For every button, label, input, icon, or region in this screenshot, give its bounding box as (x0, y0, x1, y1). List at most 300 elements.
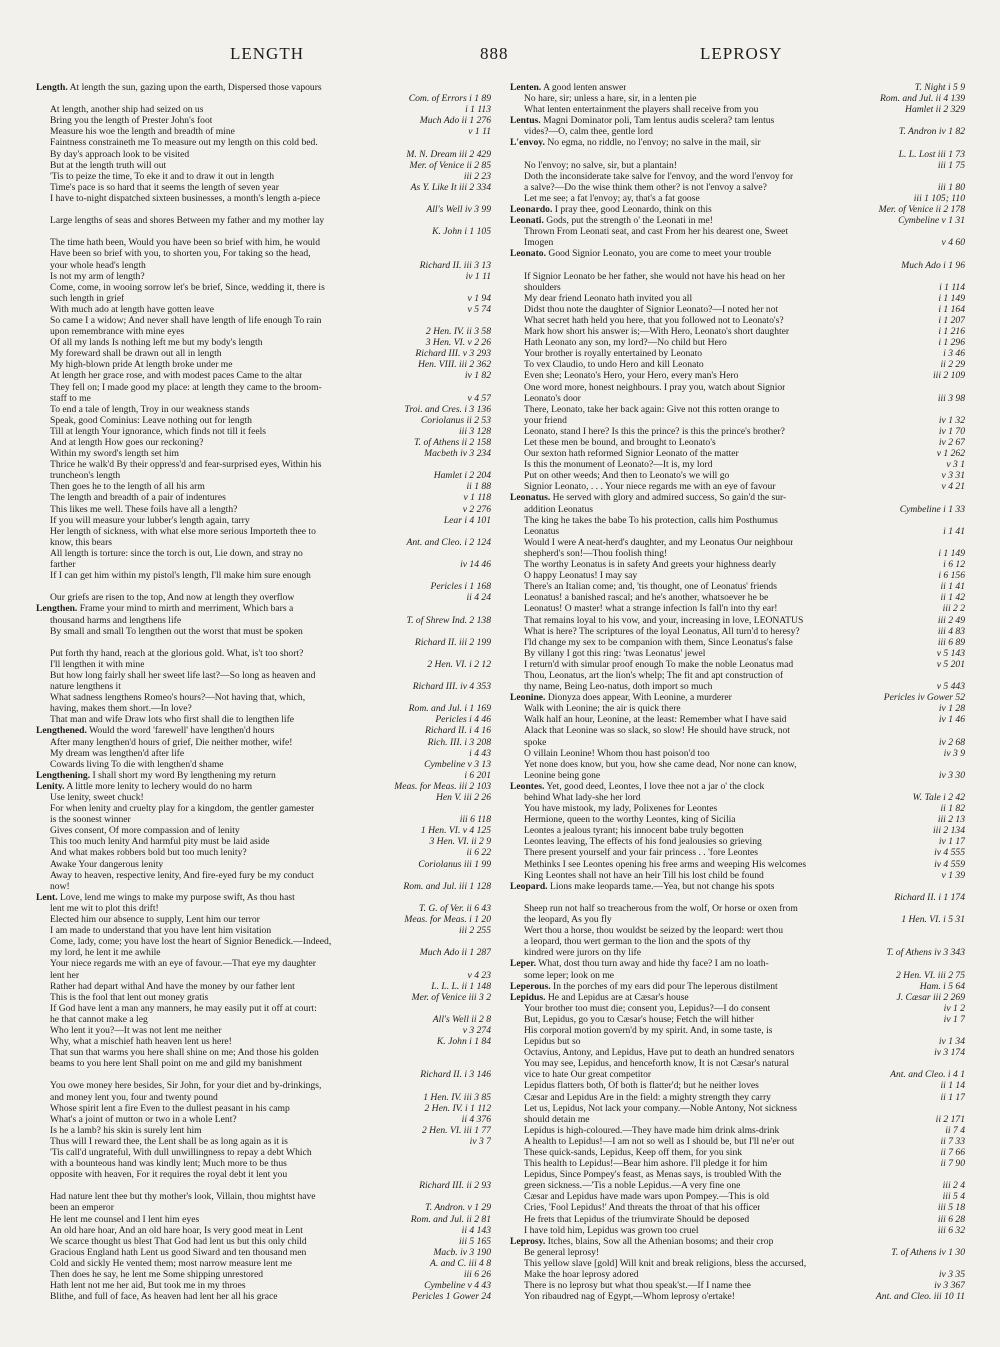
citation-line (36, 570, 491, 581)
citation-text (36, 570, 311, 581)
play-reference: i 1 149 (938, 547, 965, 559)
citation-text (510, 781, 764, 792)
citation-line (510, 759, 965, 770)
quotation: beams to you here lent Shall point on me and gild my banishment (50, 1058, 303, 1070)
citation-text (36, 1136, 288, 1147)
citation-text (36, 1047, 319, 1058)
play-reference: ii 6 22 (466, 847, 491, 859)
play-reference (485, 137, 491, 148)
citation-text (36, 193, 320, 204)
citation-text (36, 1158, 287, 1169)
citation-text (510, 748, 710, 759)
citation-text (510, 792, 641, 803)
citation-line (36, 936, 491, 947)
quotation: To end a tale of length, Troy in our weakness stands (50, 403, 250, 415)
citation-line (510, 448, 965, 459)
play-reference: T. G. of Ver. ii 6 43 (418, 902, 491, 914)
citation-line (36, 1291, 491, 1302)
citation-line (36, 603, 491, 614)
play-reference: iv 3 174 (934, 1047, 965, 1059)
citation-text (36, 1036, 232, 1047)
citation-text (510, 737, 546, 748)
citation-text (36, 204, 50, 215)
quotation: I'ld change my sex to be companion with them, Since Leonatus's false (524, 636, 793, 648)
play-reference (959, 537, 965, 548)
play-reference: Richard III. iv 4 353 (412, 681, 491, 693)
citation-text (510, 526, 559, 537)
quotation: No hare, sir; unless a hare, sir, in a lenten pie (524, 93, 697, 105)
play-reference: iii 2 134 (933, 825, 965, 837)
citation-line (36, 204, 491, 215)
quotation: lent me wit to plot this drift! (50, 902, 159, 914)
play-reference: iii 1 80 (937, 181, 965, 193)
play-reference (485, 870, 491, 881)
citation-text (36, 1202, 114, 1213)
play-reference: v 1 118 (463, 492, 491, 504)
quotation: Then goes he to the length of all his arm (50, 481, 205, 493)
citation-text (36, 792, 144, 803)
citation-text (36, 126, 235, 137)
citation-line (510, 836, 965, 847)
citation-line (510, 670, 965, 681)
play-reference: Macbeth iv 3 234 (424, 448, 491, 460)
quotation: The time hath been, Would you have been so brief with him, he would (50, 237, 321, 249)
play-reference: Hamlet i 2 204 (433, 470, 491, 482)
citation-line (36, 992, 491, 1003)
play-reference: T. of Athens iv 3 343 (886, 947, 965, 959)
headword: Leprosy. (510, 1235, 546, 1247)
quotation: For when lenity and cruelty play for a kingdom, the gentler gamester (50, 803, 315, 815)
citation-line (36, 881, 491, 892)
citation-line (36, 637, 491, 648)
citation-text (36, 260, 146, 271)
citation-text (510, 581, 777, 592)
quotation: Bring you the length of Prester John's foot (50, 115, 213, 127)
play-reference (959, 115, 965, 126)
play-reference: i 1 207 (938, 314, 965, 326)
quotation: is the soonest winner (50, 814, 131, 826)
citation-text (510, 681, 712, 692)
citation-text (510, 958, 769, 969)
quotation: Gives consent, Of more compassion and of lenity (50, 825, 240, 837)
citation-line (36, 248, 491, 259)
play-reference (959, 759, 965, 770)
citation-line (510, 559, 965, 570)
play-reference: 2 Hen. VI. i 2 12 (427, 658, 491, 670)
citation-text (510, 659, 793, 670)
citation-line (36, 1136, 491, 1147)
citation-line (510, 970, 965, 981)
citation-line (36, 737, 491, 748)
citation-text (510, 415, 567, 426)
citation-text (510, 492, 786, 503)
citation-text (510, 459, 712, 470)
citation-text (510, 393, 581, 404)
play-reference: iii 6 118 (459, 814, 491, 826)
play-reference: Meas. for Meas. iii 2 103 (394, 780, 491, 792)
play-reference: L. L. L. ii 1 148 (431, 980, 491, 992)
play-reference: T. of Athens ii 2 158 (414, 437, 491, 448)
citation-line (36, 260, 491, 271)
quotation: Measure his woe the length and breadth of mine (50, 126, 235, 138)
play-reference: Richard III. ii 2 93 (419, 1180, 491, 1192)
quotation: Leonatus! a banished rascal; and he's another, whatsoever he be (524, 592, 769, 604)
citation-line (510, 315, 965, 326)
quotation: Hath Leonato any son, my lord?—No child but Hero (524, 337, 727, 349)
citation-text (36, 1103, 290, 1114)
citation-text (36, 803, 314, 814)
play-reference: i 1 164 (938, 303, 965, 315)
citation-line (510, 548, 965, 559)
play-reference: Pericles 1 Gower 24 (411, 1291, 491, 1303)
citation-line (510, 781, 965, 792)
quotation: To vex Claudio, to undo Hero and kill Leonato (524, 359, 704, 371)
citation-text (510, 892, 524, 903)
play-reference: T. Andron iv 1 82 (898, 126, 965, 138)
citation-text (36, 637, 50, 648)
citation-text (36, 847, 247, 858)
citation-text (36, 936, 331, 947)
citation-line (36, 903, 491, 914)
play-reference (485, 1080, 491, 1091)
citation-line (510, 1080, 965, 1091)
quotation: your whole head's length (50, 259, 146, 271)
citation-line (36, 1269, 491, 1280)
citation-line (36, 1036, 491, 1047)
play-reference (485, 936, 491, 947)
play-reference: v 4 57 (467, 392, 491, 404)
quotation: But how long fairly shall her sweet life last?—So long as heaven and (50, 669, 316, 681)
play-reference: iv 4 555 (934, 847, 965, 859)
play-reference (959, 382, 965, 393)
quotation: With much ado at length have gotten leave (50, 303, 214, 315)
play-reference (485, 1003, 491, 1014)
citation-text (510, 1202, 760, 1213)
quotation: All length is torture: since the torch is out, Lie down, and stray no (50, 547, 303, 559)
quotation: King Leontes shall not have an heir Till his lost child be found (524, 869, 764, 881)
play-reference (485, 603, 491, 614)
play-reference: v 4 23 (467, 969, 491, 981)
citation-line (510, 1258, 965, 1269)
play-reference: iv 1 70 (938, 425, 965, 437)
citation-line (510, 648, 965, 659)
quotation: Till at length Your ignorance, which finds not till it feels (50, 425, 267, 437)
citation-line (510, 903, 965, 914)
citation-text (36, 1180, 50, 1191)
play-reference (485, 282, 491, 293)
play-reference: iii 2 23 (463, 170, 491, 182)
play-reference: K. John i 1 84 (436, 1036, 491, 1048)
citation-line (510, 1103, 965, 1114)
play-reference (959, 1236, 965, 1247)
play-reference: i 1 114 (939, 281, 965, 293)
citation-line (510, 1291, 965, 1302)
play-reference: iv 3 7 (469, 1135, 491, 1147)
play-reference: iii 6 26 (463, 1269, 491, 1281)
citation-text (36, 1291, 278, 1302)
play-reference: iii 6 32 (937, 1224, 965, 1236)
citation-line (510, 770, 965, 781)
citation-text (36, 459, 322, 470)
citation-line (36, 315, 491, 326)
play-reference: 3 Hen. VI. v 2 26 (425, 337, 491, 349)
citation-line (36, 548, 491, 559)
citation-line (510, 714, 965, 725)
citation-line (510, 470, 965, 481)
quotation: shepherd's son!—Thou foolish thing! (524, 547, 668, 559)
quotation: Leonato, stand I here? Is this the prince? is this the prince's brother? (524, 425, 785, 437)
headword: Lengthening. (36, 769, 91, 781)
quotation: your friend (524, 414, 567, 426)
citation-text (36, 603, 293, 614)
citation-line (36, 847, 491, 858)
citation-line (36, 448, 491, 459)
quotation: Cold and sickly He vented them; most narrow measure lent me (50, 1257, 292, 1269)
play-reference (959, 137, 965, 148)
citation-text (36, 526, 316, 537)
quotation: He lent me counsel and I lent him eyes (50, 1213, 200, 1225)
citation-text (36, 958, 316, 969)
citation-text (36, 825, 240, 836)
quotation: O happy Leonatus! I may say (524, 570, 638, 582)
quotation: This health to Lepidus!—Bear him ashore. I'll pledge it for him (524, 1158, 768, 1170)
quotation: So came I a widow; And never shall have length of life enough To rain (50, 314, 322, 326)
citation-line (36, 659, 491, 670)
quotation: Make the hoar leprosy adored (524, 1269, 639, 1281)
quotation: 'Tis call'd ungrateful, With dull unwillingness to repay a debt Which (50, 1147, 312, 1158)
quotation: This is the fool that lent out money gratis (50, 991, 209, 1003)
quotation: By villany I got this ring: 'twas Leonatus' jewel (524, 647, 706, 659)
play-reference: 1 Hen. VI. v 4 125 (420, 825, 491, 837)
citation-line (510, 1003, 965, 1014)
citation-line (510, 115, 965, 126)
citation-text (510, 515, 778, 526)
play-reference: Coriolanus ii 2 53 (420, 414, 491, 426)
citation-line (36, 692, 491, 703)
play-reference (959, 903, 965, 914)
citation-line (36, 1125, 491, 1136)
quotation: His corporal motion govern'd by my spirit. And, in some taste, is (524, 1024, 773, 1036)
play-reference (959, 492, 965, 503)
quotation: Good Signior Leonato, you are come to meet your trouble (548, 248, 772, 260)
citation-text (36, 781, 252, 792)
play-reference: ii 1 88 (466, 481, 491, 493)
quotation: But, Lepidus, go you to Cæsar's house; Fetch the will hither (524, 1013, 754, 1025)
citation-text (36, 859, 163, 870)
quotation: Is he a lamb? his skin is surely lent him (50, 1124, 202, 1136)
citation-line (36, 770, 491, 781)
play-reference (485, 215, 491, 226)
quotation: Within my sword's length set him (50, 448, 179, 460)
citation-line (510, 1092, 965, 1103)
quotation: No l'envoy; no salve, sir, but a plantain! (524, 159, 677, 171)
citation-line (510, 1191, 965, 1202)
quotation: vides?—O, calm thee, gentle lord (524, 126, 653, 138)
citation-text (36, 1014, 148, 1025)
play-reference: 3 Hen. VI. ii 2 9 (429, 836, 491, 848)
quotation: I shall short my word By lengthening my return (92, 769, 276, 781)
citation-text (36, 925, 271, 936)
quotation: Lions make leopards tame.—Yea, but not change his spots (550, 880, 775, 892)
citation-line (36, 215, 491, 226)
citation-line (510, 737, 965, 748)
citation-text (510, 947, 641, 958)
play-reference: iv 1 11 (465, 270, 491, 282)
headword: L'envoy. (510, 137, 545, 149)
quotation: Imogen (524, 237, 554, 249)
play-reference (485, 315, 491, 326)
header-left-word: LENGTH (230, 44, 304, 63)
citation-text (36, 1058, 302, 1069)
play-reference: v 3 274 (462, 1024, 491, 1036)
play-reference (485, 803, 491, 814)
citation-line (36, 1247, 491, 1258)
citation-line (510, 681, 965, 692)
citation-line (36, 1080, 491, 1091)
headword: Leonardo. (510, 204, 553, 216)
quotation: That remains loyal to his vow, and your, increasing in love, LEONATUS (524, 614, 804, 626)
citation-line (510, 1202, 965, 1213)
citation-text (510, 115, 774, 126)
quotation: Signior Leonato, . . . Your niece regards me with an eye of favour (524, 481, 776, 493)
citation-text (36, 171, 274, 182)
quotation: Octavius, Antony, and Lepidus, Have put to death an hundred senators (524, 1047, 795, 1059)
citation-line (510, 615, 965, 626)
quotation: Cæsar and Lepidus have made wars upon Pompey.—This is old (524, 1191, 770, 1203)
citation-line (510, 992, 965, 1003)
citation-text (510, 992, 689, 1003)
citation-text (510, 814, 736, 825)
citation-text (510, 504, 593, 515)
citation-line (510, 803, 965, 814)
quotation: Yet, good deed, Leontes, I love thee not a jar o' the clock (546, 780, 765, 792)
quotation: Love, lend me wings to make my purpose swift, As thou hast (60, 891, 295, 903)
citation-text (510, 426, 785, 437)
citation-line (36, 792, 491, 803)
citation-text (36, 470, 120, 481)
quotation: Leonine being gone (524, 769, 601, 781)
citation-text (510, 282, 561, 293)
quotation: thousand harms and lengthens life (50, 614, 182, 626)
quotation: having, makes them short.—In love? (50, 703, 192, 715)
play-reference (485, 1158, 491, 1169)
quotation: I'll lengthen it with mine (50, 658, 145, 670)
citation-text (36, 626, 303, 637)
citation-text (36, 149, 189, 160)
quotation: Large lengths of seas and shores Between my father and my mother lay (50, 215, 325, 227)
citation-text (36, 1214, 199, 1225)
citation-line (36, 914, 491, 925)
citation-line (36, 581, 491, 592)
citation-line (510, 1225, 965, 1236)
play-reference: i 4 43 (469, 747, 491, 759)
citation-text (510, 82, 626, 93)
play-reference: iv 4 559 (934, 858, 965, 870)
play-reference: ii 1 42 (940, 592, 965, 604)
play-reference (485, 193, 491, 204)
citation-line (510, 160, 965, 171)
citation-text (36, 282, 325, 293)
citation-line (36, 925, 491, 936)
citation-line (510, 603, 965, 614)
play-reference (485, 692, 491, 703)
play-reference: T. of Shrew Ind. 2 138 (406, 614, 491, 626)
quotation: Gracious England hath Lent us good Siward and ten thousand men (50, 1246, 307, 1258)
play-reference: iii 3 128 (459, 425, 491, 437)
citation-text (510, 1114, 590, 1125)
citation-text (36, 337, 263, 348)
citation-line (510, 215, 965, 226)
citation-text (36, 326, 184, 337)
headword: Leperous. (510, 980, 551, 992)
citation-line (36, 193, 491, 204)
play-reference: Hen. VIII. iii 2 362 (417, 359, 491, 371)
headword: Lent. (36, 891, 58, 903)
citation-text (510, 1069, 651, 1080)
play-reference: Richard II. i 1 174 (894, 891, 965, 903)
citation-text (510, 260, 524, 271)
play-reference: 2 Hen. IV. ii 3 58 (425, 326, 491, 338)
citation-text (510, 692, 732, 703)
play-reference: iii 5 165 (459, 1235, 491, 1247)
citation-line (510, 459, 965, 470)
play-reference: i 6 12 (943, 559, 965, 571)
play-reference (485, 382, 491, 393)
citation-line (510, 1069, 965, 1080)
citation-line (36, 515, 491, 526)
citation-line (36, 271, 491, 282)
quotation: Let these men be bound, and brought to Leonato's (524, 437, 716, 448)
headword: Leopard. (510, 880, 548, 892)
citation-text (510, 226, 788, 237)
quotation: Is not my arm of length? (50, 270, 145, 282)
citation-line (510, 1247, 965, 1258)
quotation: Whose spirit lent a fire Even to the dullest peasant in his camp (50, 1102, 290, 1114)
citation-text (510, 1158, 767, 1169)
citation-line (510, 404, 965, 415)
play-reference (485, 1147, 491, 1158)
citation-text (510, 925, 783, 936)
citation-line (36, 137, 491, 148)
quotation: A health to Lepidus!—I am not so well as I should be, but I'll ne'er out (524, 1135, 795, 1147)
citation-line (36, 326, 491, 337)
citation-text (36, 770, 276, 781)
play-reference: iv 1 17 (938, 836, 965, 848)
quotation: Is this the monument of Leonato?—It is, my lord (524, 459, 713, 471)
quotation: I am made to understand that you have lent him visitation (50, 925, 272, 937)
quotation: Lepidus is high-coloured.—They have made him drink alms-drink (524, 1124, 780, 1136)
play-reference: ii 4 376 (461, 1113, 491, 1125)
play-reference: v 1 262 (936, 448, 965, 460)
citation-text (36, 1080, 321, 1091)
citation-line (36, 82, 491, 93)
citation-line (36, 681, 491, 692)
play-reference: K. John i 1 105 (432, 226, 491, 238)
citation-text (510, 1291, 735, 1302)
citation-line (510, 958, 965, 969)
citation-text (510, 1214, 749, 1225)
play-reference: 2 Hen. VI. iii 1 77 (421, 1124, 491, 1136)
citation-text (36, 970, 79, 981)
citation-text (36, 1169, 287, 1180)
quotation: Elected him our absence to supply, Lent him our terror (50, 914, 260, 926)
play-reference: iv 3 35 (938, 1269, 965, 1281)
citation-line (510, 1014, 965, 1025)
play-reference: Rom. and Jul. ii 4 139 (879, 93, 965, 105)
citation-text (510, 481, 776, 492)
quotation: Walk with Leonine; the air is quick there (524, 703, 681, 715)
play-reference: ii 7 90 (940, 1158, 965, 1170)
